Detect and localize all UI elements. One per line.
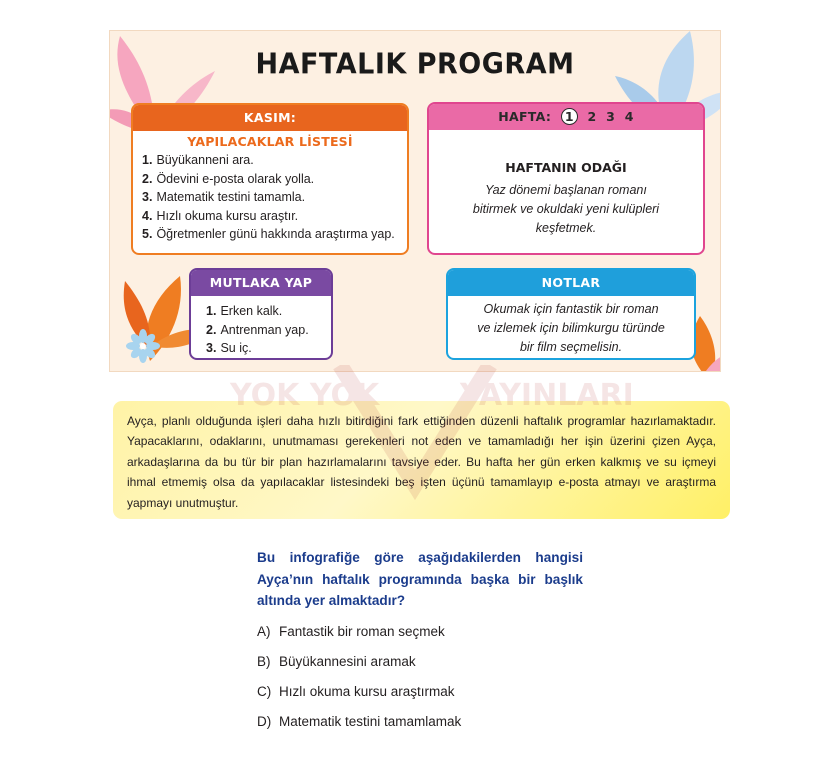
week-number: 2 (587, 109, 597, 124)
option-b[interactable]: B) Büyükannesini aramak (257, 654, 416, 669)
page-title: HAFTALIK PROGRAM (255, 48, 575, 81)
list-item: 4. Hızlı okuma kursu araştır. (142, 208, 299, 223)
week-number: 4 (624, 109, 634, 124)
week-focus-box (427, 102, 705, 255)
week-number: 3 (606, 109, 616, 124)
must-do-header: MUTLAKA YAP (191, 270, 331, 296)
flower-decoration-icon (126, 329, 160, 363)
option-d[interactable]: D) Matematik testini tamamlamak (257, 714, 462, 729)
week-number-selected: 1 (561, 108, 578, 125)
focus-title: HAFTANIN ODAĞI (505, 160, 627, 175)
notes-box (446, 268, 696, 360)
story-panel (113, 401, 730, 519)
svg-text:YOK YOK: YOK YOK (230, 378, 380, 413)
must-do-list (206, 302, 331, 358)
list-item: 1. Erken kalk. (206, 304, 283, 318)
notes-header: NOTLAR (448, 270, 694, 296)
option-c[interactable]: C) Hızlı okuma kursu araştırmak (257, 684, 455, 699)
list-item: 3. Matematik testini tamamla. (142, 190, 306, 205)
question-text: Bu infografiğe göre aşağıdakilerden hangisi Ayça’nın haftalık programında başka bir başlık altında yer almaktadır? (257, 550, 583, 608)
list-item: 2. Ödevini e-posta olarak yolla. (142, 171, 315, 186)
svg-text:YAYINLARI: YAYINLARI (460, 378, 634, 413)
week-header (429, 104, 703, 130)
list-item: 2. Antrenman yap. (206, 322, 309, 337)
week-numbers (556, 109, 634, 124)
todo-list-box (131, 103, 409, 255)
focus-text: Yaz dönemi başlanan romanı bitirmek ve okuldaki yeni kulüpleri keşfetmek. (472, 183, 660, 235)
todo-list-title: YAPILACAKLAR LİSTESİ (187, 134, 353, 149)
week-label: HAFTA: (498, 109, 552, 124)
answer-options (257, 622, 461, 742)
kasim-header: KASIM: (133, 105, 407, 131)
list-item: 1. Büyükanneni ara. (142, 153, 254, 167)
option-a[interactable]: A) Fantastik bir roman seçmek (257, 624, 445, 639)
list-item: 3. Su iç. (206, 341, 252, 356)
list-item: 5. Öğretmenler günü hakkında araştırma yap. (142, 227, 395, 242)
must-do-box (189, 268, 333, 360)
infographic-card (109, 30, 721, 372)
story-text: Ayça, planlı olduğunda işleri daha hızlı bitirdiğini fark ettiğinden düzenli haftalık programlar hazırlamaktadır. Yapacaklarını, odaklarını, unutmaması gerekenleri not eden ve tamamladığı her işin üzerini çizen Ayça, arkadaşlarına da bu tür bir plan hazırlamalarını tavsiye eder. Bu hafta her gün erken kalkmış ve su içmeyi ihmal etmemiş olsa da yapılacaklar listesindeki beş işten üçünü tamamlayıp e-posta atmayı ve araştırma yapmayı unutmuştur. (127, 414, 716, 510)
notes-text: Okumak için fantastik bir roman ve izlemek için bilimkurgu türünde bir film seçmelisin. (477, 302, 665, 354)
todo-list (142, 151, 407, 244)
